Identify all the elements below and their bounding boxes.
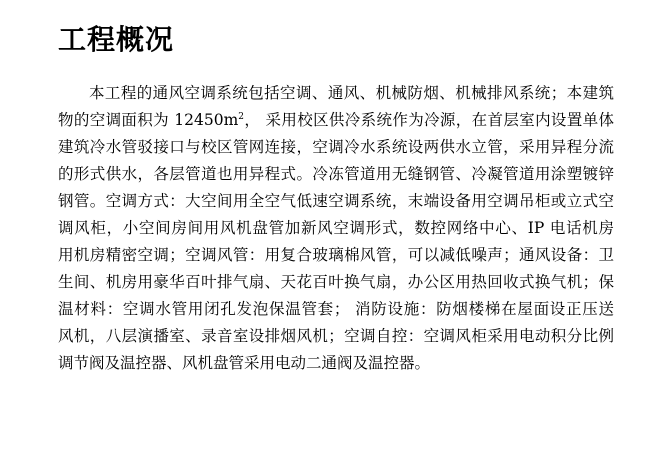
- paragraph-line: 的形式供水，各层管道也用异程式。冷冻管道用无缝钢管、冷凝管道用涂塑镀锌: [58, 165, 614, 183]
- paragraph-line: [58, 107, 614, 134]
- paragraph-line: 用机房精密空调；空调风管：用复合玻璃棉风管，可以减低噪声；通风设备：卫: [58, 246, 614, 264]
- paragraph-line: 本工程的通风空调系统包括空调、通风、机械防烟、机械排风系统；本建筑: [89, 84, 614, 102]
- paragraph-line: 生间、机房用豪华百叶排气扇、天花百叶换气扇，办公区用热回收式换气机；保: [58, 273, 614, 291]
- superscript-text: 2: [238, 112, 245, 122]
- paragraph-line: 建筑冷水管驳接口与校区管网连接，空调冷水系统设两供水立管，采用异程分流: [58, 138, 614, 156]
- paragraph-line: 调风柜，小空间房间用风机盘管加新风空调形式，数控网络中心、IP 电话机房: [58, 219, 614, 237]
- area-text: 物的空调面积为 12450m: [58, 111, 239, 129]
- page-title: 工程概况: [58, 23, 175, 56]
- body-paragraph: [58, 80, 614, 377]
- paragraph-line: 温材料：空调水管用闭孔发泡保温管套； 消防设施：防烟楼梯在屋面设正压送: [58, 300, 614, 318]
- paragraph-line: 调节阀及温控器、风机盘管采用电动二通阀及温控器。: [58, 354, 431, 372]
- paragraph-line: 钢管。空调方式：大空间用全空气低速空调系统，末端设备用空调吊柜或立式空: [58, 192, 614, 210]
- paragraph-line: 风机，八层演播室、录音室设排烟风机；空调自控：空调风柜采用电动积分比例: [58, 327, 614, 345]
- area-text-continued: ， 采用校区供冷系统作为冷源，在首层室内设置单体: [244, 111, 614, 129]
